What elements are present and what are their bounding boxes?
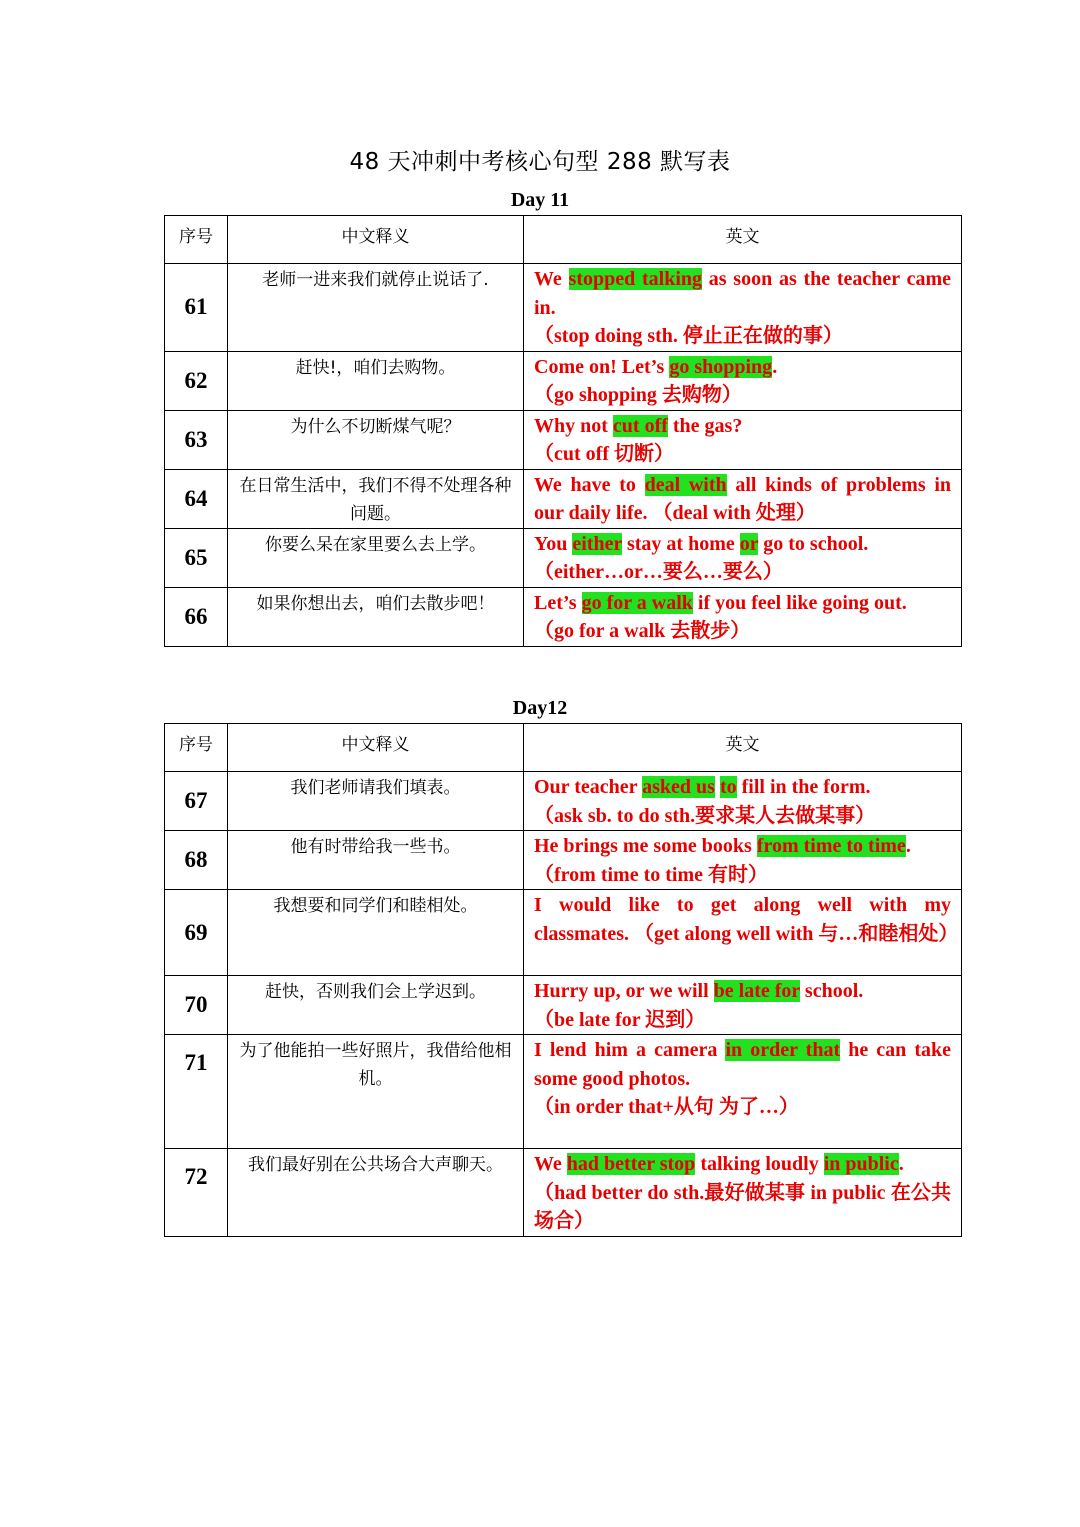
- row-chinese: 赶快，否则我们会上学迟到。: [228, 976, 524, 1035]
- english-note: （deal with 处理）: [652, 502, 816, 524]
- english-note: （cut off 切断）: [534, 443, 674, 465]
- english-note: （be late for 迟到）: [534, 1008, 706, 1031]
- sentence-text: I would like to get along well with my classmates. （get along well with 与…和睦相处）: [534, 894, 959, 945]
- sentence-text: all kinds of problems in our daily life.: [534, 473, 952, 524]
- key-phrase-highlight: stopped talking: [568, 268, 702, 290]
- key-phrase-highlight: had better stop: [566, 1153, 696, 1175]
- sentence-text: fill in the form.: [736, 776, 871, 798]
- row-chinese: 我们最好别在公共场合大声聊天。: [228, 1149, 524, 1237]
- row-chinese: 我想要和同学们和睦相处。: [228, 890, 524, 976]
- row-chinese: 为了他能拍一些好照片，我借给他相机。: [228, 1035, 524, 1149]
- row-number: 68: [165, 831, 228, 890]
- english-sentence: [534, 530, 951, 559]
- row-english: [524, 1035, 962, 1149]
- sentence-text: You: [534, 532, 573, 555]
- sentence-text: talking loudly: [695, 1153, 824, 1175]
- page-title: 48 天冲刺中考核心句型 288 默写表: [349, 149, 731, 175]
- row-chinese: 赶快!，咱们去购物。: [228, 351, 524, 410]
- sentence-text: .: [905, 835, 911, 857]
- sentence-text: the gas?: [667, 414, 743, 437]
- key-phrase-highlight: to: [719, 776, 737, 798]
- row-number: 67: [165, 772, 228, 831]
- day-table: [164, 723, 962, 1237]
- english-sentence: [534, 977, 951, 1006]
- table-row: [165, 410, 962, 469]
- sentence-text: .: [898, 1153, 904, 1175]
- row-number: 66: [165, 587, 228, 646]
- row-english: [524, 587, 962, 646]
- header-num: 序号: [165, 216, 228, 264]
- table-row: [165, 831, 962, 890]
- english-sentence: [534, 891, 959, 948]
- english-note: （go shopping 去购物）: [534, 384, 742, 406]
- english-sentence: [534, 412, 951, 441]
- sentence-text: He brings me some books: [534, 835, 757, 857]
- english-note: （in order that+从句 为了…）: [534, 1096, 799, 1118]
- row-chinese: 在日常生活中，我们不得不处理各种问题。: [228, 469, 524, 528]
- key-phrase-highlight: be late for: [713, 980, 800, 1002]
- key-phrase-highlight: asked us: [642, 776, 715, 798]
- row-english: [524, 469, 962, 528]
- english-note: （go for a walk 去散步）: [534, 620, 751, 642]
- key-phrase-highlight: cut off: [612, 414, 668, 437]
- sentence-text: We: [534, 268, 569, 290]
- row-number: 70: [165, 976, 228, 1035]
- english-sentence: [534, 832, 951, 861]
- table-row: [165, 264, 962, 352]
- table-header-row: [165, 216, 962, 264]
- row-chinese: 如果你想出去，咱们去散步吧！: [228, 587, 524, 646]
- header-en: 英文: [524, 724, 962, 772]
- row-english: [524, 410, 962, 469]
- english-note: （either…or…要么…要么）: [534, 561, 783, 583]
- key-phrase-highlight: in public: [823, 1153, 899, 1175]
- table-header-row: [165, 724, 962, 772]
- english-sentence: [534, 353, 951, 382]
- day-table: [164, 215, 962, 647]
- row-chinese: 他有时带给我一些书。: [228, 831, 524, 890]
- row-number: 72: [165, 1149, 228, 1237]
- sentence-text: go to school.: [758, 532, 869, 555]
- table-row: [165, 528, 962, 587]
- row-english: [524, 890, 962, 976]
- sentence-text: Our teacher: [534, 776, 643, 798]
- row-number: 69: [165, 890, 228, 976]
- table-row: [165, 890, 962, 976]
- key-phrase-highlight: go for a walk: [581, 591, 693, 614]
- sentence-text: Let’s: [534, 591, 582, 614]
- row-chinese: 为什么不切断煤气呢？: [228, 410, 524, 469]
- english-note: （ask sb. to do sth.要求某人去做某事）: [534, 804, 876, 827]
- sentence-text: Why not: [534, 414, 613, 437]
- key-phrase-highlight: go shopping: [669, 355, 773, 378]
- table-row: [165, 976, 962, 1035]
- sentence-text: I lend him a camera: [534, 1039, 726, 1061]
- row-number: 65: [165, 528, 228, 587]
- row-english: [524, 772, 962, 831]
- day-label: Day 11: [510, 189, 570, 211]
- sentence-text: We have to: [534, 473, 645, 496]
- row-number: 71: [165, 1035, 228, 1149]
- sentence-text: if you feel like going out.: [692, 591, 907, 614]
- row-number: 61: [165, 264, 228, 352]
- english-note: （from time to time 有时）: [534, 863, 769, 886]
- english-sentence: [534, 1150, 951, 1179]
- row-english: [524, 976, 962, 1035]
- header-num: 序号: [165, 724, 228, 772]
- row-number: 64: [165, 469, 228, 528]
- english-note: （had better do sth.最好做某事 in public 在公共场合）: [534, 1181, 951, 1232]
- table-row: [165, 1035, 962, 1149]
- sentence-text: We: [534, 1153, 567, 1175]
- table-row: [165, 351, 962, 410]
- table-row: [165, 772, 962, 831]
- key-phrase-highlight: or: [739, 532, 759, 555]
- key-phrase-highlight: deal with: [644, 473, 727, 496]
- english-note: （stop doing sth. 停止正在做的事）: [534, 325, 843, 347]
- table-row: [165, 587, 962, 646]
- table-row: [165, 469, 962, 528]
- row-english: [524, 528, 962, 587]
- english-sentence: [534, 773, 951, 802]
- row-english: [524, 831, 962, 890]
- key-phrase-highlight: from time to time: [756, 835, 906, 857]
- row-english: [524, 351, 962, 410]
- sentence-text: Come on! Let’s: [534, 355, 670, 378]
- sentence-text: school.: [799, 980, 864, 1002]
- row-number: 62: [165, 351, 228, 410]
- sentence-text: stay at home: [621, 532, 740, 555]
- row-chinese: 我们老师请我们填表。: [228, 772, 524, 831]
- sentence-text: as soon as the teacher came in.: [534, 268, 951, 319]
- sentence-text: he can take some good photos.: [534, 1039, 952, 1090]
- english-sentence: [534, 1036, 951, 1093]
- english-sentence: [534, 589, 951, 618]
- day-label: Day12: [512, 697, 568, 719]
- key-phrase-highlight: either: [572, 532, 622, 555]
- header-cn: 中文释义: [228, 216, 524, 264]
- sentence-text: Hurry up, or we will: [534, 980, 714, 1002]
- row-chinese: 你要么呆在家里要么去上学。: [228, 528, 524, 587]
- row-english: [524, 264, 962, 352]
- header-en: 英文: [524, 216, 962, 264]
- header-cn: 中文释义: [228, 724, 524, 772]
- key-phrase-highlight: in order that: [725, 1039, 841, 1061]
- table-row: [165, 1149, 962, 1237]
- english-sentence: [534, 265, 951, 322]
- row-english: [524, 1149, 962, 1237]
- row-chinese: 老师一进来我们就停止说话了.: [228, 264, 524, 352]
- row-number: 63: [165, 410, 228, 469]
- sentence-text: .: [772, 355, 778, 378]
